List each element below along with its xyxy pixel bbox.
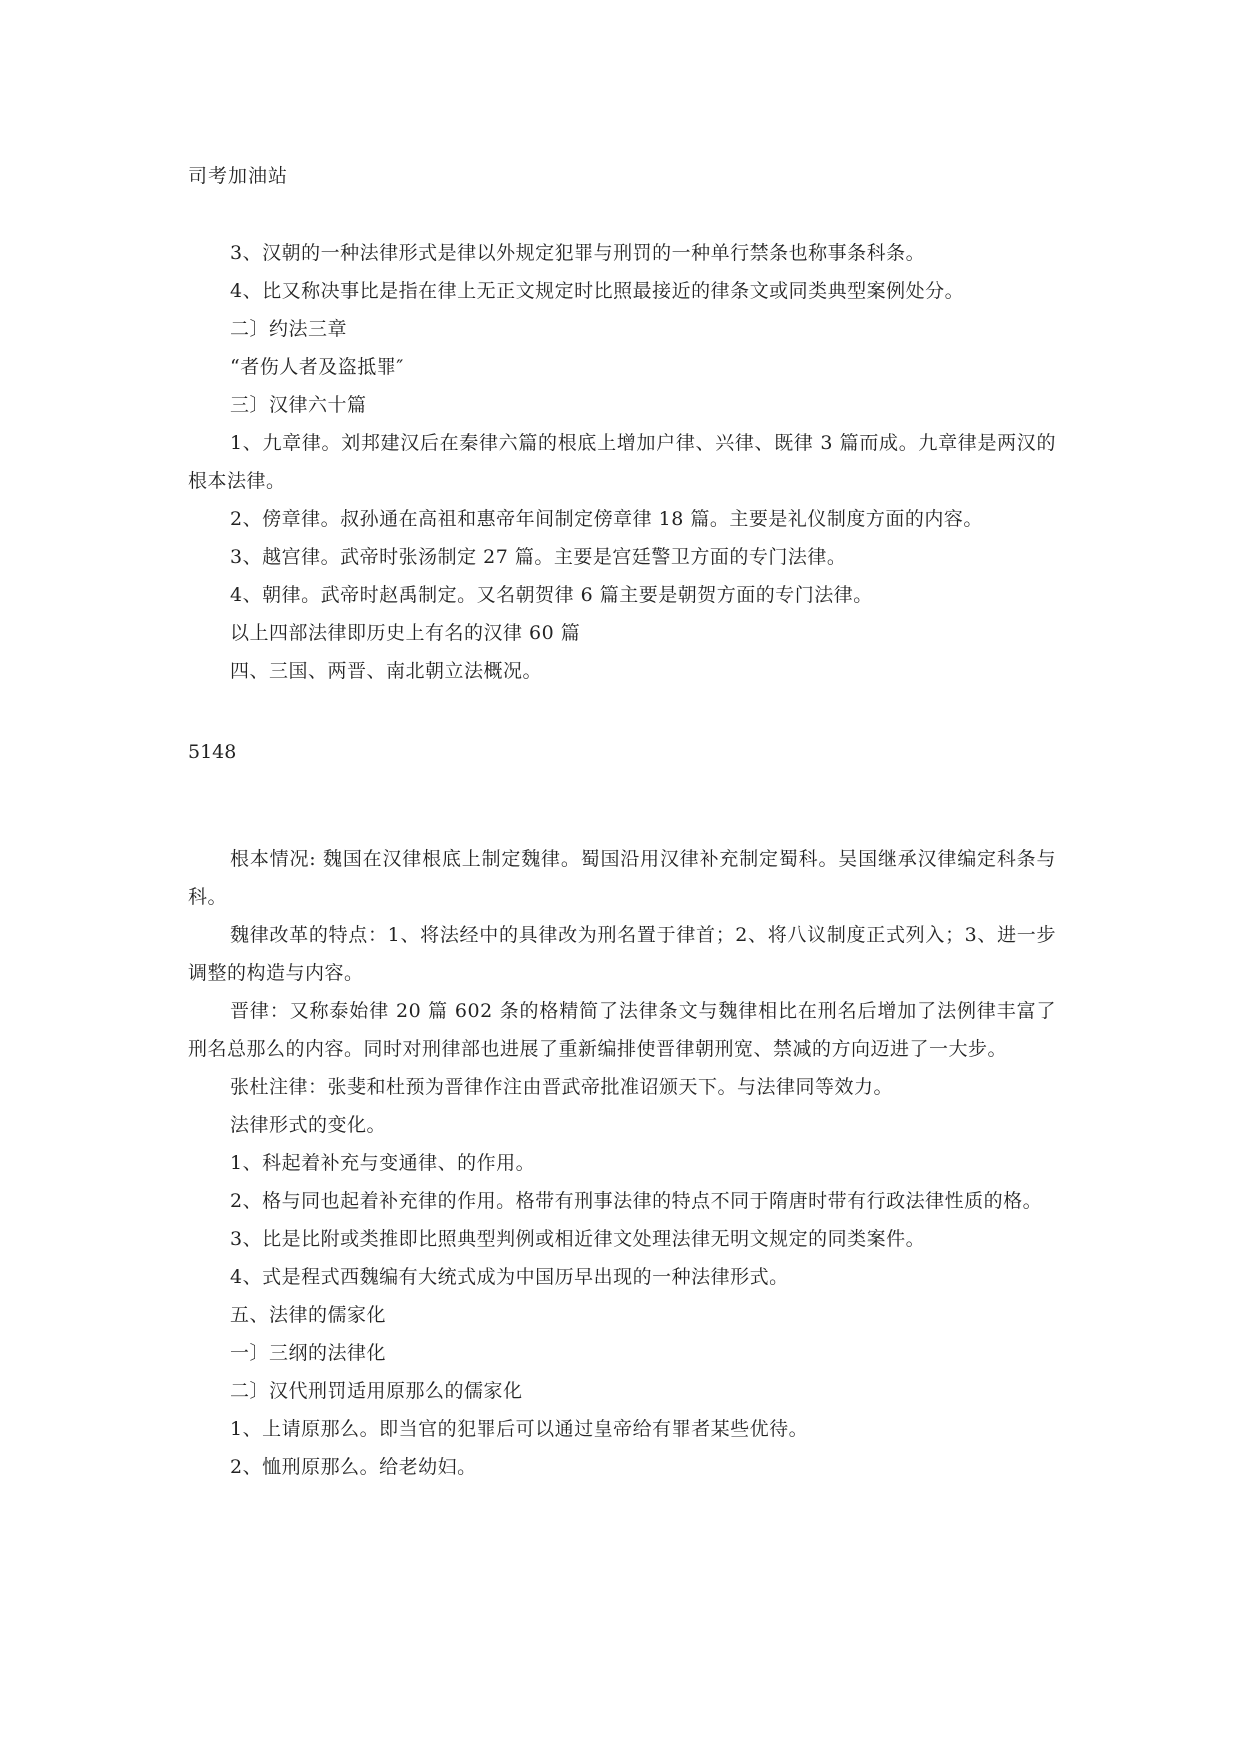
paragraph: 以上四部法律即历史上有名的汉律 60 篇 [230, 622, 581, 644]
paragraph: 4、比又称决事比是指在律上无正文规定时比照最接近的律条文或同类典型案例处分。 [230, 280, 965, 302]
paragraph: 1、九章律。刘邦建汉后在秦律六篇的根底上增加户律、兴律、既律 3 篇而成。九章律是两汉的根本法律。 [188, 432, 1056, 492]
paragraph: 法律形式的变化。 [230, 1114, 387, 1136]
paragraph: 1、科起着补充与变通律、的作用。 [230, 1152, 536, 1174]
paragraph: 4、式是程式西魏编有大统式成为中国历早出现的一种法律形式。 [230, 1266, 789, 1288]
paragraph: 张杜注律：张斐和杜预为晋律作注由晋武帝批准诏颁天下。与法律同等效力。 [230, 1076, 894, 1098]
page-number: 5148 [188, 741, 237, 763]
paragraph: 晋律：又称泰始律 20 篇 602 条的格精简了法律条文与魏律相比在刑名后增加了法例律丰富了刑名总那么的内容。同时对刑律部也进展了重新编排使晋律朝刑宽、禁减的方向迈进了一大步。 [188, 1000, 1056, 1060]
paragraph: 根本情况: 魏国在汉律根底上制定魏律。蜀国沿用汉律补充制定蜀科。吴国继承汉律编定科条与科。 [188, 848, 1056, 908]
paragraph: 魏律改革的特点：1、将法经中的具律改为刑名置于律首；2、将八议制度正式列入；3、进一步调整的构造与内容。 [188, 924, 1056, 984]
text-section-lower [188, 840, 1056, 1486]
paragraph: 3、汉朝的一种法律形式是律以外规定犯罪与刑罚的一种单行禁条也称事条科条。 [230, 242, 926, 264]
paragraph: 2、恤刑原那么。给老幼妇。 [230, 1456, 477, 1478]
text-section-upper [188, 234, 1056, 690]
page-header: 司考加油站 [188, 165, 289, 187]
paragraph: 三〕汉律六十篇 [230, 394, 367, 416]
paragraph: 五、法律的儒家化 [230, 1304, 387, 1326]
paragraph: 二〕约法三章 [230, 318, 348, 340]
paragraph: 二〕汉代刑罚适用原那么的儒家化 [230, 1380, 523, 1402]
paragraph: “者伤人者及盗抵罪″ [230, 356, 404, 378]
paragraph: 3、比是比附或类推即比照典型判例或相近律文处理法律无明文规定的同类案件。 [230, 1228, 926, 1250]
paragraph: 一〕三纲的法律化 [230, 1342, 387, 1364]
paragraph: 3、越宫律。武帝时张汤制定 27 篇。主要是宫廷警卫方面的专门法律。 [230, 546, 847, 568]
paragraph: 2、傍章律。叔孙通在高祖和惠帝年间制定傍章律 18 篇。主要是礼仪制度方面的内容。 [230, 508, 983, 530]
paragraph: 四、三国、两晋、南北朝立法概况。 [230, 660, 543, 682]
paragraph: 1、上请原那么。即当官的犯罪后可以通过皇帝给有罪者某些优待。 [230, 1418, 809, 1440]
paragraph: 4、朝律。武帝时赵禹制定。又名朝贺律 6 篇主要是朝贺方面的专门法律。 [230, 584, 873, 606]
paragraph: 2、格与同也起着补充律的作用。格带有刑事法律的特点不同于隋唐时带有行政法律性质的格。 [230, 1190, 1043, 1212]
